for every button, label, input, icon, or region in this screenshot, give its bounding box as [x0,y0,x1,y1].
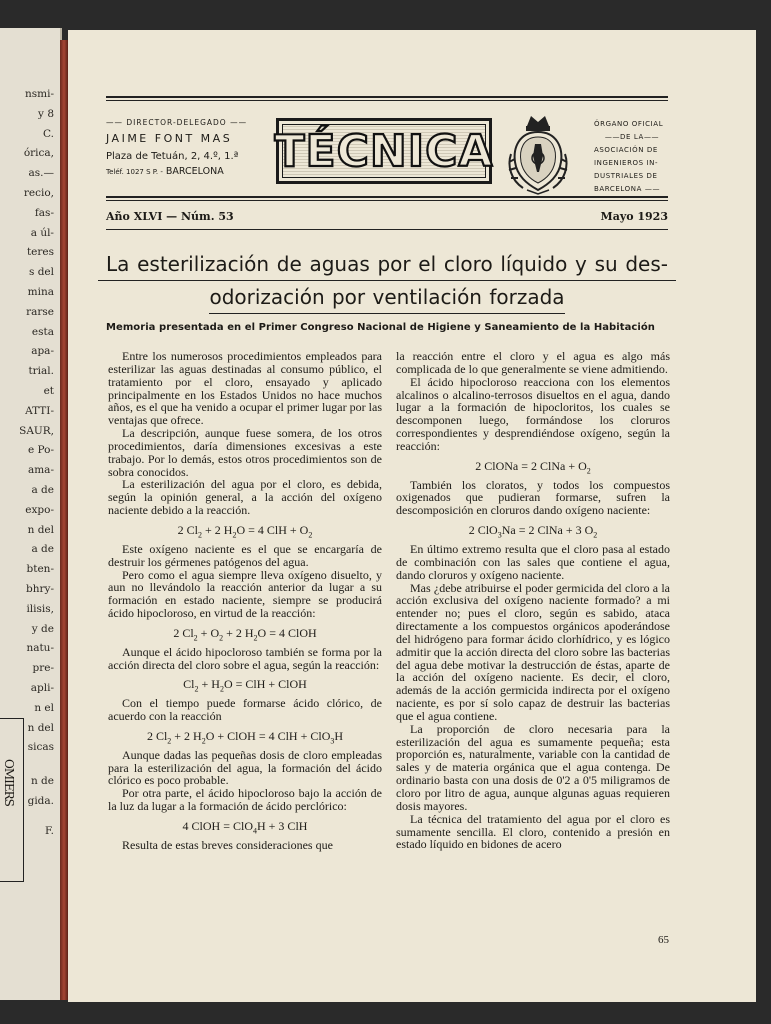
article-paragraph: La descripción, aunque fuese somera, de los otros procedimientos, daría dimensiones excesivas a este trabajo. Por lo demás, estos otros procedimientos son de sobra conocidos. [108,426,382,479]
article-paragraph: Pero como el agua siempre lleva oxígeno disuelto, y aun no llevándolo la reacción anterior da lugar a su formación en estado naciente, siempre se producirá ácido hipocloroso, en virtud de la reacción: [108,567,382,621]
top-rule-thin [106,100,668,101]
director-name: JAIME FONT MAS [106,132,233,145]
facing-page-box-text: OMIERS [2,759,16,806]
facing-page-text-fragment: expo- [25,503,54,516]
facing-page-text-fragment: gida. [27,795,54,807]
magazine-logo-text: TÉCNICA [274,125,494,177]
facing-page [0,28,62,1000]
facing-page-text-fragment: trial. [28,365,54,378]
page-number: 65 [658,934,669,946]
director-label: —— DIRECTOR-DELEGADO —— [106,118,248,127]
article-paragraph: la reacción entre el cloro y el agua es algo más complicada de lo que generalmente se viene admitiendo. [396,349,670,376]
article-paragraph: Resulta de estas breves consideraciones que [122,837,333,852]
facing-page-text-fragment: e Po- [27,444,54,457]
facing-page-text-fragment: esta [31,325,54,338]
facing-page-text-fragment: mina [27,286,54,298]
issue-date: Mayo 1923 [600,210,668,223]
facing-page-text-fragment: sicas [27,741,54,754]
facing-page-text-fragment: teres [26,246,54,259]
facing-page-text-fragment: SAUR, [19,424,54,437]
article-column-left [108,350,382,852]
article-paragraph: Mas ¿debe atribuirse el poder germicida del cloro a la acción exclusiva del oxígeno naciente formado? a mi entender no; pues el cloro, según es sabido, ataca directamente a los compuestos orgánicos apoderándose del hidrógeno para formar ácido clorhídrico, y es lógico admitir que la acción directa del cloro sobre las bacterias del agua debe motivar la destrucción de éstas, aparte de la acción del oxígeno naciente. Es decir, el cloro, además de la acción germicida indirecta por el oxígeno naciente, es por sí solo capaz de destruir las bacterias que el agua contiene. [396,580,670,723]
article-title-line-1: La esterilización de aguas por el cloro líquido y su des- [98,248,676,281]
facing-page-text-fragment: n del [27,721,54,734]
chemical-equation: $Cl_2 + H_2O$ = ClH + ClOH [183,677,307,694]
article-paragraph: El ácido hipocloroso reacciona con los elementos alcalinos o alcalino-terrosos disueltos en el agua, dando lugar a la formación de hipocloritos, los cuales se descomponen luego, formándose los cloruros correspondientes y desprendiéndose oxígeno, según la reacción: [396,374,670,453]
chemical-equation: 4 ClOH = ClO$_4$H + 3 ClH [182,819,308,836]
issue-number: Año XLVI — Núm. 53 [106,210,234,223]
article-paragraph: Este oxígeno naciente es el que se encargaría de destruir los gérmenes patógenos del agua. [108,541,382,569]
facing-page-text-fragment: s del [28,266,54,279]
article-paragraph: Aunque el ácido hipocloroso también se forma por la acción directa del cloro sobre el agua, según la reacción: [108,644,382,672]
facing-page-text-fragment: natu- [26,642,54,655]
magazine-logo [276,118,492,184]
facing-page-text-fragment: órica, [23,147,54,160]
article-paragraph: La esterilización del agua por el cloro, es debida, según la opinión general, a la acción del oxígeno naciente debido a la reacción. [108,477,382,518]
article-subtitle: Memoria presentada en el Primer Congreso Nacional de Higiene y Saneamiento de la Habitación [106,322,655,333]
chemical-equation: 2 $Cl_2 + O_2 + 2$ $H_2O = 4$ ClOH [173,625,317,643]
facing-page-text-fragment: apa- [31,345,54,358]
article-title [98,248,676,314]
organ-line: ÓRGANO OFICIAL [594,120,664,128]
article-paragraph: Aunque dadas las pequeñas dosis de cloro empleadas para la esterilización del agua, la formación del ácido clórico es poco probable. [108,747,382,788]
facing-page-text-fragment: n de [30,775,54,788]
header-rule-thick [106,196,668,198]
organ-line: INGENIEROS IN- [594,159,659,167]
chemical-equation: 2 ClONa = 2 ClNa + $O_2$ [475,458,591,476]
organ-line: ASOCIACIÓN DE [594,146,658,154]
article-paragraph: En último extremo resulta que el cloro pasa al estado de combinación con las sales que contiene el agua, dando cloruros y oxígeno naciente. [396,541,670,582]
facing-page-text-fragment: bhry- [26,583,54,595]
facing-page-text-fragment: apli- [30,682,54,694]
organ-line: BARCELONA —— [594,185,661,193]
facing-page-text-fragment: fas- [34,206,54,219]
article-paragraph: La proporción de cloro necesaria para la esterilización del agua es sumamente pequeña; esta proporción es, naturalmente, variable con la cantidad de sales y de materia orgánica que el agua contenga. De ordinario basta con una dosis de 0'2 a 0'5 miligramos de cloro por litro de agua, aunque algunas aguas requieren dosis mayores. [396,721,670,813]
facing-page-text-fragment: ama- [27,464,54,477]
facing-page-text-fragment: as.— [28,167,54,180]
facing-page-text-fragment: bten- [26,563,54,576]
facing-page-text-fragment: ATTI- [25,404,54,417]
article-title-line-2: odorización por ventilación forzada [209,281,564,314]
facing-page-text-fragment: y de [31,622,54,635]
header-rule-thin [106,200,668,201]
article-paragraph: También los cloratos, y todos los compuestos oxigenados que pudieran formarse, sufren la descomposición en cloruros dando oxígeno naciente: [396,477,670,518]
article-column-right [396,350,670,851]
facing-page-text-fragment: a de [31,543,54,556]
facing-page-text-fragment: pre- [32,662,54,675]
article-paragraph: Con el tiempo puede formarse ácido clórico, de acuerdo con la reacción [108,696,382,724]
facing-page-text-fragment: rarse [26,305,54,318]
organ-line: ——DE LA—— [604,133,660,141]
facing-page-box [0,718,24,882]
facing-page-text-fragment: ilisis, [26,602,54,615]
chemical-equation: 2 ClO$_3$Na = 2 ClNa + 3 $O_2$ [468,523,598,540]
article-paragraph: La técnica del tratamiento del agua por el cloro es sumamente sencilla. El cloro, contenido a presión en estado líquido en bidones de acero [396,811,670,852]
chemical-equation: 2 $Cl_2 + 2$ $H_2O = 4$ ClH + $O_2$ [177,522,313,540]
publisher-address: Plaza de Tetuán, 2, 4.º, 1.ª [106,151,239,162]
organ-line: DUSTRIALES DE [594,172,658,180]
association-crest-icon [505,110,571,196]
header-left-block [106,118,266,177]
magazine-page [68,30,756,1002]
issue-rule [106,229,668,230]
facing-page-text-fragment: y 8 [38,107,54,120]
facing-page-text-fragment: C. [43,127,54,140]
article-paragraph: Por otra parte, el ácido hipocloroso bajo la acción de la luz da lugar a la formación de ácido perclórico: [108,786,382,814]
book-spine [60,40,68,1000]
top-rule-thick [106,96,668,98]
facing-page-text-fragment: nsmi- [24,88,54,100]
facing-page-text-fragment: et [43,385,54,397]
facing-page-text-fragment: n del [27,523,54,536]
facing-page-text-fragment: n el [34,701,54,714]
publisher-phone: Teléf. 1027 S P. - BARCELONA [106,166,224,177]
facing-page-text-fragment: a de [31,484,54,496]
facing-page-text-fragment: a úl- [30,226,54,239]
facing-page-text-fragment: F. [45,824,54,837]
header-right-block [594,118,670,196]
chemical-equation: 2 $Cl_2 + 2$ $H_2O$ + ClOH = 4 ClH + ClO$_3$H [146,728,344,746]
article-paragraph: Entre los numerosos procedimientos empleados para esterilizar las aguas destinadas al consumo público, el tratamiento por el cloro, ensayado y aplicado principalmente en los Estados Unidos no hace muchos años, es el que ha venido a ocupar el primer lugar por las ventajas que ofrece. [108,349,382,428]
facing-page-text-fragment: recio, [23,187,54,199]
